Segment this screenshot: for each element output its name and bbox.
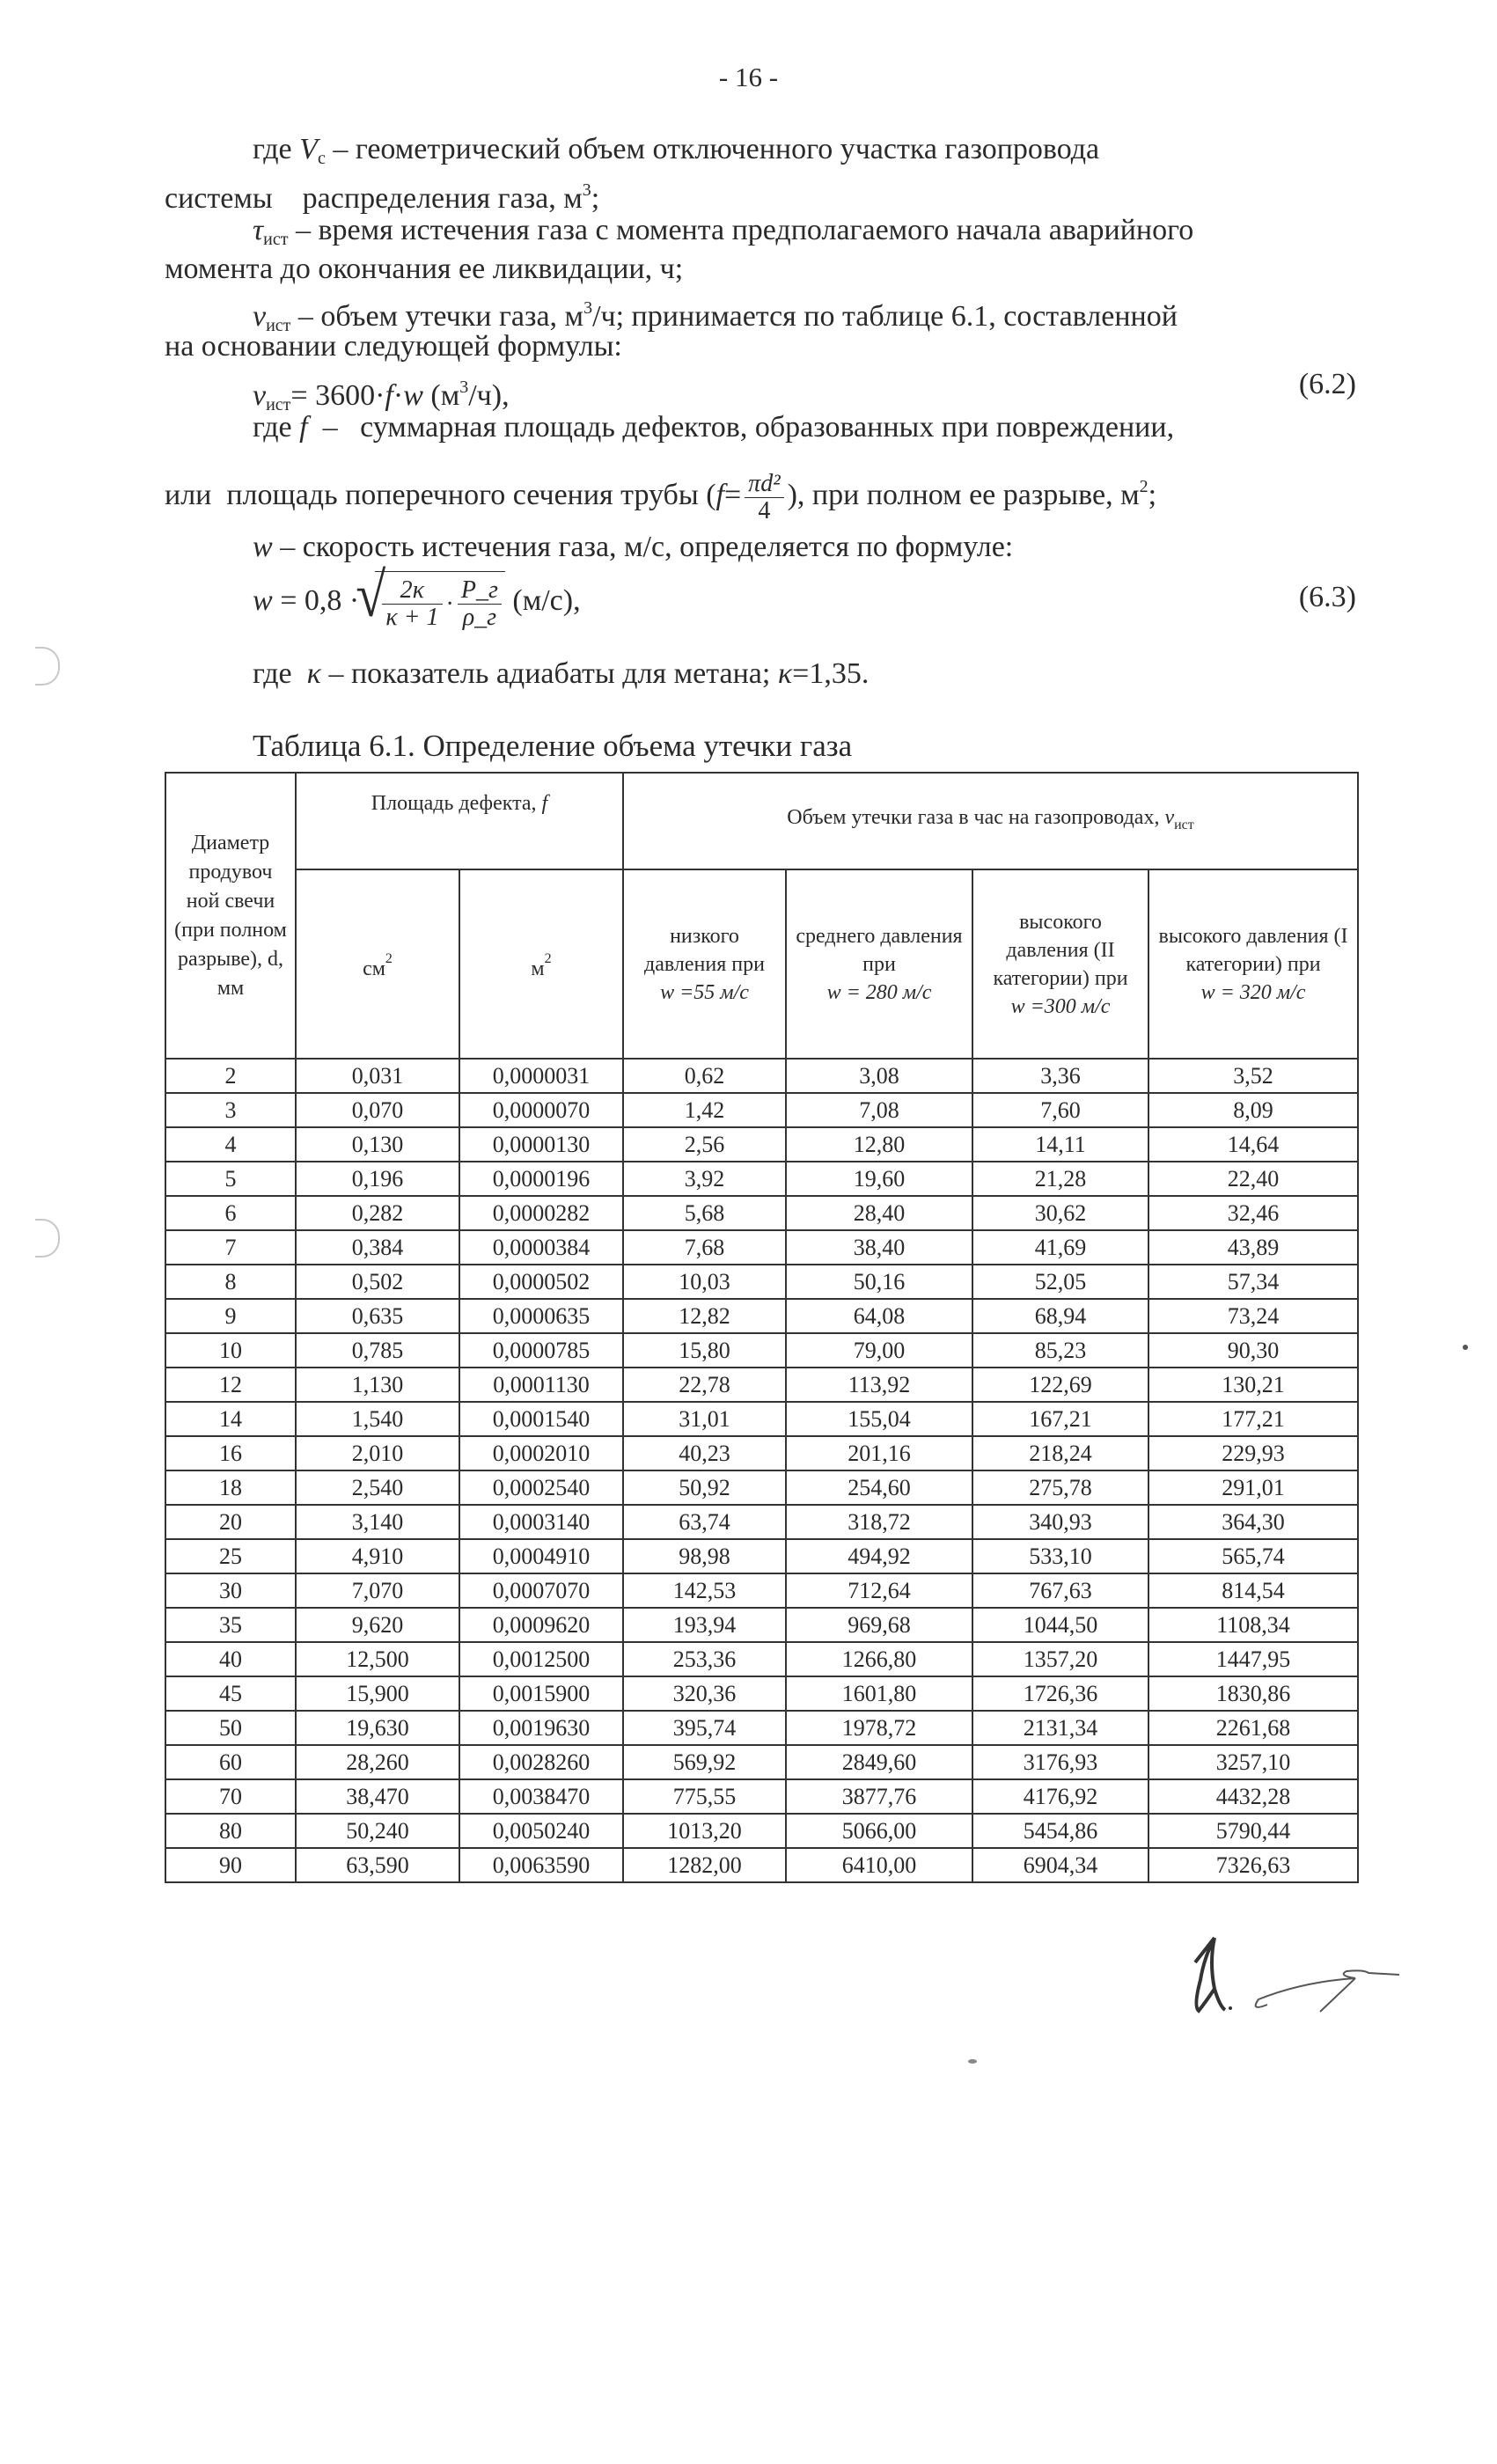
cell-low: 253,36 — [623, 1642, 786, 1676]
cell-high-i: 90,30 — [1148, 1333, 1358, 1368]
table-row — [165, 1745, 1358, 1779]
cell-area-cm2: 0,130 — [296, 1127, 459, 1162]
cell-mid: 3,08 — [786, 1059, 972, 1093]
table-row — [165, 1573, 1358, 1608]
subscript: ист — [263, 230, 289, 249]
table-row — [165, 1299, 1358, 1333]
cell-diameter: 16 — [165, 1436, 296, 1470]
denominator: ρ_г — [462, 604, 497, 632]
cell-area-m2: 0,0000785 — [459, 1333, 623, 1368]
cell-low: 31,01 — [623, 1402, 786, 1436]
cell-area-cm2: 1,130 — [296, 1368, 459, 1402]
table-row — [165, 1127, 1358, 1162]
cell-area-cm2: 9,620 — [296, 1608, 459, 1642]
text: · — [393, 379, 404, 412]
cell-low: 193,94 — [623, 1608, 786, 1642]
cell-area-cm2: 0,785 — [296, 1333, 459, 1368]
cell-area-m2: 0,0000502 — [459, 1265, 623, 1299]
cell-low: 569,92 — [623, 1745, 786, 1779]
cell-diameter: 14 — [165, 1402, 296, 1436]
cell-area-cm2: 0,282 — [296, 1196, 459, 1230]
cell-low: 5,68 — [623, 1196, 786, 1230]
superscript: 2 — [385, 951, 393, 966]
text: – время истечения газа с момента предполагаемого начала аварийного — [288, 214, 1194, 246]
cell-high-ii: 85,23 — [972, 1333, 1148, 1368]
cell-low: 1013,20 — [623, 1814, 786, 1848]
var: τ — [253, 214, 264, 246]
equation-number: (6.2) — [1298, 368, 1356, 400]
denominator: 4 — [758, 496, 771, 524]
table-row — [165, 1093, 1358, 1127]
text: w = 280 м/с — [826, 980, 932, 1004]
cell-diameter: 2 — [165, 1059, 296, 1093]
text: Площадь дефекта, — [371, 792, 542, 815]
subscript: с — [317, 149, 326, 168]
cell-mid: 19,60 — [786, 1162, 972, 1196]
text: или площадь поперечного сечения трубы ( — [165, 479, 716, 511]
text: /ч), — [468, 379, 510, 412]
cell-area-m2: 0,0038470 — [459, 1779, 623, 1814]
cell-low: 40,23 — [623, 1436, 786, 1470]
cell-mid: 50,16 — [786, 1265, 972, 1299]
cell-low: 22,78 — [623, 1368, 786, 1402]
text: – скорость истечения газа, м/с, определяется по формуле: — [272, 531, 1014, 563]
text: среднего давления при — [796, 924, 963, 976]
text: системы распределения газа, м — [165, 182, 583, 215]
cell-high-i: 364,30 — [1148, 1505, 1358, 1539]
var: κ — [777, 657, 793, 690]
text: (м/с), — [504, 584, 581, 617]
subscript: ист — [266, 395, 291, 414]
cell-mid: 113,92 — [786, 1368, 972, 1402]
superscript: 2 — [1139, 477, 1148, 496]
cell-high-i: 1447,95 — [1148, 1642, 1358, 1676]
cell-diameter: 90 — [165, 1848, 296, 1882]
header-high-pressure-ii — [972, 869, 1148, 1059]
table-caption: Таблица 6.1. Определение объема утечки газа — [253, 729, 853, 763]
text-line — [165, 456, 1156, 526]
header-diameter: Диаметр продувоч ной свечи (при полном разрыве), d, мм — [165, 773, 296, 1059]
text: = 3600· — [290, 379, 385, 412]
cell-area-cm2: 0,196 — [296, 1162, 459, 1196]
cell-diameter: 50 — [165, 1711, 296, 1745]
cell-high-i: 2261,68 — [1148, 1711, 1358, 1745]
cell-high-ii: 2131,34 — [972, 1711, 1148, 1745]
cell-high-ii: 767,63 — [972, 1573, 1148, 1608]
cell-low: 395,74 — [623, 1711, 786, 1745]
cell-diameter: 4 — [165, 1127, 296, 1162]
text: = — [723, 479, 742, 511]
cell-area-cm2: 4,910 — [296, 1539, 459, 1573]
cell-diameter: 3 — [165, 1093, 296, 1127]
cell-mid: 6410,00 — [786, 1848, 972, 1882]
cell-high-ii: 21,28 — [972, 1162, 1148, 1196]
subscript: ист — [266, 316, 291, 335]
cell-high-ii: 122,69 — [972, 1368, 1148, 1402]
cell-area-m2: 0,0001130 — [459, 1368, 623, 1402]
text-line — [253, 655, 869, 693]
cell-high-i: 291,01 — [1148, 1470, 1358, 1505]
cell-mid: 254,60 — [786, 1470, 972, 1505]
cell-high-ii: 41,69 — [972, 1230, 1148, 1265]
cell-high-ii: 68,94 — [972, 1299, 1148, 1333]
text: /ч; принимается по таблице 6.1, составленной — [592, 300, 1178, 333]
fraction — [745, 471, 783, 524]
table-row — [165, 1848, 1358, 1882]
cell-high-i: 5790,44 — [1148, 1814, 1358, 1848]
cell-mid: 64,08 — [786, 1299, 972, 1333]
cell-high-ii: 3176,93 — [972, 1745, 1148, 1779]
var: f — [299, 411, 308, 444]
cell-mid: 28,40 — [786, 1196, 972, 1230]
cell-low: 320,36 — [623, 1676, 786, 1711]
cell-diameter: 35 — [165, 1608, 296, 1642]
text: см — [363, 957, 385, 980]
cell-high-i: 57,34 — [1148, 1265, 1358, 1299]
text-line: на основании следующей формулы: — [165, 330, 622, 363]
header-volume-group — [623, 773, 1358, 869]
var: w — [253, 584, 273, 617]
cell-mid: 3877,76 — [786, 1779, 972, 1814]
table-row — [165, 1711, 1358, 1745]
cell-area-cm2: 0,502 — [296, 1265, 459, 1299]
cell-high-ii: 533,10 — [972, 1539, 1148, 1573]
cell-area-cm2: 50,240 — [296, 1814, 459, 1848]
cell-low: 50,92 — [623, 1470, 786, 1505]
text: – геометрический объем отключенного участка газопровода — [325, 133, 1100, 165]
cell-mid: 38,40 — [786, 1230, 972, 1265]
cell-diameter: 7 — [165, 1230, 296, 1265]
text: = 0,8 · — [272, 584, 360, 617]
cell-diameter: 25 — [165, 1539, 296, 1573]
cell-mid: 969,68 — [786, 1608, 972, 1642]
cell-high-i: 177,21 — [1148, 1402, 1358, 1436]
cell-mid: 5066,00 — [786, 1814, 972, 1848]
cell-high-ii: 275,78 — [972, 1470, 1148, 1505]
cell-high-ii: 30,62 — [972, 1196, 1148, 1230]
cell-area-cm2: 19,630 — [296, 1711, 459, 1745]
cell-area-m2: 0,0001540 — [459, 1402, 623, 1436]
numerator: P_г — [458, 577, 502, 605]
cell-high-i: 3,52 — [1148, 1059, 1358, 1093]
cell-diameter: 80 — [165, 1814, 296, 1848]
text: – объем утечки газа, м — [290, 300, 584, 333]
cell-low: 63,74 — [623, 1505, 786, 1539]
cell-mid: 494,92 — [786, 1539, 972, 1573]
cell-mid: 1978,72 — [786, 1711, 972, 1745]
var: f — [715, 479, 724, 511]
table-row — [165, 1814, 1358, 1848]
cell-low: 7,68 — [623, 1230, 786, 1265]
text: w =300 м/с — [1010, 994, 1111, 1018]
cell-diameter: 70 — [165, 1779, 296, 1814]
cell-high-ii: 3,36 — [972, 1059, 1148, 1093]
cell-high-ii: 14,11 — [972, 1127, 1148, 1162]
cell-area-m2: 0,0015900 — [459, 1676, 623, 1711]
cell-mid: 201,16 — [786, 1436, 972, 1470]
cell-area-m2: 0,0007070 — [459, 1573, 623, 1608]
cell-low: 0,62 — [623, 1059, 786, 1093]
cell-area-m2: 0,0002010 — [459, 1436, 623, 1470]
text: =1,35. — [792, 657, 870, 690]
cell-diameter: 20 — [165, 1505, 296, 1539]
cell-area-m2: 0,0000196 — [459, 1162, 623, 1196]
page-number: - 16 - — [718, 62, 779, 92]
cell-diameter: 5 — [165, 1162, 296, 1196]
cell-area-m2: 0,0009620 — [459, 1608, 623, 1642]
cell-high-i: 814,54 — [1148, 1573, 1358, 1608]
cell-area-m2: 0,0002540 — [459, 1470, 623, 1505]
var: v — [1164, 805, 1175, 829]
cell-diameter: 9 — [165, 1299, 296, 1333]
text: w = 320 м/с — [1200, 980, 1306, 1004]
cell-diameter: 40 — [165, 1642, 296, 1676]
cell-high-ii: 6904,34 — [972, 1848, 1148, 1882]
cell-diameter: 8 — [165, 1265, 296, 1299]
table-row — [165, 1196, 1358, 1230]
cell-area-m2: 0,0050240 — [459, 1814, 623, 1848]
cell-low: 775,55 — [623, 1779, 786, 1814]
table-row — [165, 1265, 1358, 1299]
cell-low: 12,82 — [623, 1299, 786, 1333]
cell-area-m2: 0,0000282 — [459, 1196, 623, 1230]
cell-mid: 1266,80 — [786, 1642, 972, 1676]
cell-low: 3,92 — [623, 1162, 786, 1196]
table-row — [165, 1368, 1358, 1402]
cell-diameter: 12 — [165, 1368, 296, 1402]
cell-low: 15,80 — [623, 1333, 786, 1368]
square-root — [375, 571, 505, 635]
var: f — [385, 379, 393, 412]
punch-hole-mark — [35, 1219, 60, 1258]
cell-high-ii: 167,21 — [972, 1402, 1148, 1436]
var: w — [403, 379, 423, 412]
text: ; — [591, 182, 600, 215]
cell-high-i: 1830,86 — [1148, 1676, 1358, 1711]
table-row — [165, 1436, 1358, 1470]
cell-low: 98,98 — [623, 1539, 786, 1573]
cell-high-i: 229,93 — [1148, 1436, 1358, 1470]
cell-area-cm2: 3,140 — [296, 1505, 459, 1539]
text: где — [253, 133, 300, 165]
table-row — [165, 1779, 1358, 1814]
cell-high-i: 565,74 — [1148, 1539, 1358, 1573]
text: w =55 м/с — [660, 980, 749, 1004]
table-row — [165, 1333, 1358, 1368]
signature-icon — [1188, 1927, 1417, 2024]
cell-high-ii: 218,24 — [972, 1436, 1148, 1470]
cell-area-cm2: 28,260 — [296, 1745, 459, 1779]
cell-diameter: 60 — [165, 1745, 296, 1779]
cell-high-i: 43,89 — [1148, 1230, 1358, 1265]
cell-area-m2: 0,0000130 — [459, 1127, 623, 1162]
cell-area-m2: 0,0019630 — [459, 1711, 623, 1745]
cell-mid: 1601,80 — [786, 1676, 972, 1711]
superscript: 3 — [583, 298, 593, 318]
cell-high-i: 7326,63 — [1148, 1848, 1358, 1882]
cell-high-i: 1108,34 — [1148, 1608, 1358, 1642]
cell-low: 1,42 — [623, 1093, 786, 1127]
cell-low: 1282,00 — [623, 1848, 786, 1882]
cell-area-cm2: 2,010 — [296, 1436, 459, 1470]
cell-mid: 12,80 — [786, 1127, 972, 1162]
cell-area-cm2: 0,070 — [296, 1093, 459, 1127]
cell-diameter: 10 — [165, 1333, 296, 1368]
cell-diameter: 30 — [165, 1573, 296, 1608]
cell-high-ii: 7,60 — [972, 1093, 1148, 1127]
cell-mid: 79,00 — [786, 1333, 972, 1368]
text: ), при полном ее разрыве, м — [787, 479, 1140, 511]
var: v — [253, 300, 267, 333]
cell-low: 10,03 — [623, 1265, 786, 1299]
cell-low: 2,56 — [623, 1127, 786, 1162]
cell-mid: 155,04 — [786, 1402, 972, 1436]
text-line — [253, 408, 1174, 447]
cell-high-i: 3257,10 — [1148, 1745, 1358, 1779]
var: f — [541, 792, 548, 815]
cell-high-i: 22,40 — [1148, 1162, 1358, 1196]
superscript: 3 — [459, 378, 469, 397]
cell-area-m2: 0,0000070 — [459, 1093, 623, 1127]
table-row — [165, 1676, 1358, 1711]
cell-area-m2: 0,0012500 — [459, 1642, 623, 1676]
text: – суммарная площадь дефектов, образованных при повреждении, — [307, 411, 1175, 444]
cell-diameter: 6 — [165, 1196, 296, 1230]
table-row — [165, 1059, 1358, 1093]
var: w — [253, 531, 273, 563]
cell-area-cm2: 0,635 — [296, 1299, 459, 1333]
cell-area-m2: 0,0003140 — [459, 1505, 623, 1539]
var: V — [299, 133, 318, 165]
cell-low: 142,53 — [623, 1573, 786, 1608]
cell-area-cm2: 38,470 — [296, 1779, 459, 1814]
text: высокого давления (II категории) при — [993, 910, 1128, 990]
table-row — [165, 1505, 1358, 1539]
table-row — [165, 1402, 1358, 1436]
denominator: κ + 1 — [385, 604, 439, 632]
cell-area-m2: 0,0000635 — [459, 1299, 623, 1333]
table-row — [165, 1470, 1358, 1505]
table-row — [165, 1539, 1358, 1573]
cell-high-ii: 52,05 — [972, 1265, 1148, 1299]
scan-speck — [968, 2059, 977, 2064]
gas-leak-table — [165, 772, 1359, 1883]
cell-area-cm2: 7,070 — [296, 1573, 459, 1608]
text: · — [445, 590, 454, 618]
superscript: 2 — [544, 951, 552, 966]
cell-area-cm2: 0,384 — [296, 1230, 459, 1265]
cell-high-i: 73,24 — [1148, 1299, 1358, 1333]
text: где — [253, 657, 307, 690]
cell-high-i: 8,09 — [1148, 1093, 1358, 1127]
cell-high-i: 4432,28 — [1148, 1779, 1358, 1814]
cell-mid: 7,08 — [786, 1093, 972, 1127]
table-row — [165, 1608, 1358, 1642]
cell-diameter: 45 — [165, 1676, 296, 1711]
cell-area-m2: 0,0063590 — [459, 1848, 623, 1882]
table-row — [165, 1642, 1358, 1676]
cell-mid: 712,64 — [786, 1573, 972, 1608]
cell-high-i: 130,21 — [1148, 1368, 1358, 1402]
cell-area-cm2: 0,031 — [296, 1059, 459, 1093]
cell-area-m2: 0,0028260 — [459, 1745, 623, 1779]
cell-high-ii: 5454,86 — [972, 1814, 1148, 1848]
cell-mid: 318,72 — [786, 1505, 972, 1539]
equation-number: (6.3) — [1298, 581, 1356, 613]
header-high-pressure-i — [1148, 869, 1358, 1059]
cell-high-i: 14,64 — [1148, 1127, 1358, 1162]
cell-high-ii: 1044,50 — [972, 1608, 1148, 1642]
var: v — [253, 379, 267, 412]
table-body — [165, 1059, 1358, 1882]
header-cm2 — [296, 869, 459, 1059]
numerator: √ 2κ — [382, 577, 442, 605]
cell-high-ii: 1726,36 — [972, 1676, 1148, 1711]
cell-high-i: 32,46 — [1148, 1196, 1358, 1230]
punch-hole-mark — [35, 647, 60, 686]
fraction — [458, 577, 502, 631]
cell-area-cm2: 1,540 — [296, 1402, 459, 1436]
superscript: 3 — [582, 180, 591, 200]
cell-area-cm2: 15,900 — [296, 1676, 459, 1711]
cell-area-cm2: 2,540 — [296, 1470, 459, 1505]
subscript: ист — [1174, 817, 1194, 832]
header-area-group — [296, 773, 623, 869]
header-mid-pressure — [786, 869, 972, 1059]
text: низкого давления при — [644, 924, 765, 976]
cell-mid: 2849,60 — [786, 1745, 972, 1779]
header-low-pressure — [623, 869, 786, 1059]
cell-area-cm2: 12,500 — [296, 1642, 459, 1676]
text: где — [253, 411, 300, 444]
text: высокого давления (I категории) при — [1158, 924, 1348, 976]
text: – показатель адиабаты для метана; — [320, 657, 778, 690]
scan-speck — [1463, 1345, 1468, 1350]
cell-area-m2: 0,0000384 — [459, 1230, 623, 1265]
fraction — [382, 577, 442, 631]
cell-area-cm2: 63,590 — [296, 1848, 459, 1882]
formula-6-3 — [253, 570, 581, 635]
cell-area-m2: 0,0004910 — [459, 1539, 623, 1573]
header-m2 — [459, 869, 623, 1059]
cell-high-ii: 1357,20 — [972, 1642, 1148, 1676]
cell-high-ii: 340,93 — [972, 1505, 1148, 1539]
cell-diameter: 18 — [165, 1470, 296, 1505]
cell-high-ii: 4176,92 — [972, 1779, 1148, 1814]
var: κ — [306, 657, 321, 690]
text: м — [531, 957, 545, 980]
table-row — [165, 1230, 1358, 1265]
text: Объем утечки газа в час на газопроводах, — [787, 805, 1165, 829]
text-line: момента до окончания ее ликвидации, ч; — [165, 253, 684, 285]
numerator: πd² — [745, 471, 783, 498]
text: (м — [422, 379, 460, 412]
cell-area-m2: 0,0000031 — [459, 1059, 623, 1093]
table-row — [165, 1162, 1358, 1196]
text: ; — [1148, 479, 1157, 511]
